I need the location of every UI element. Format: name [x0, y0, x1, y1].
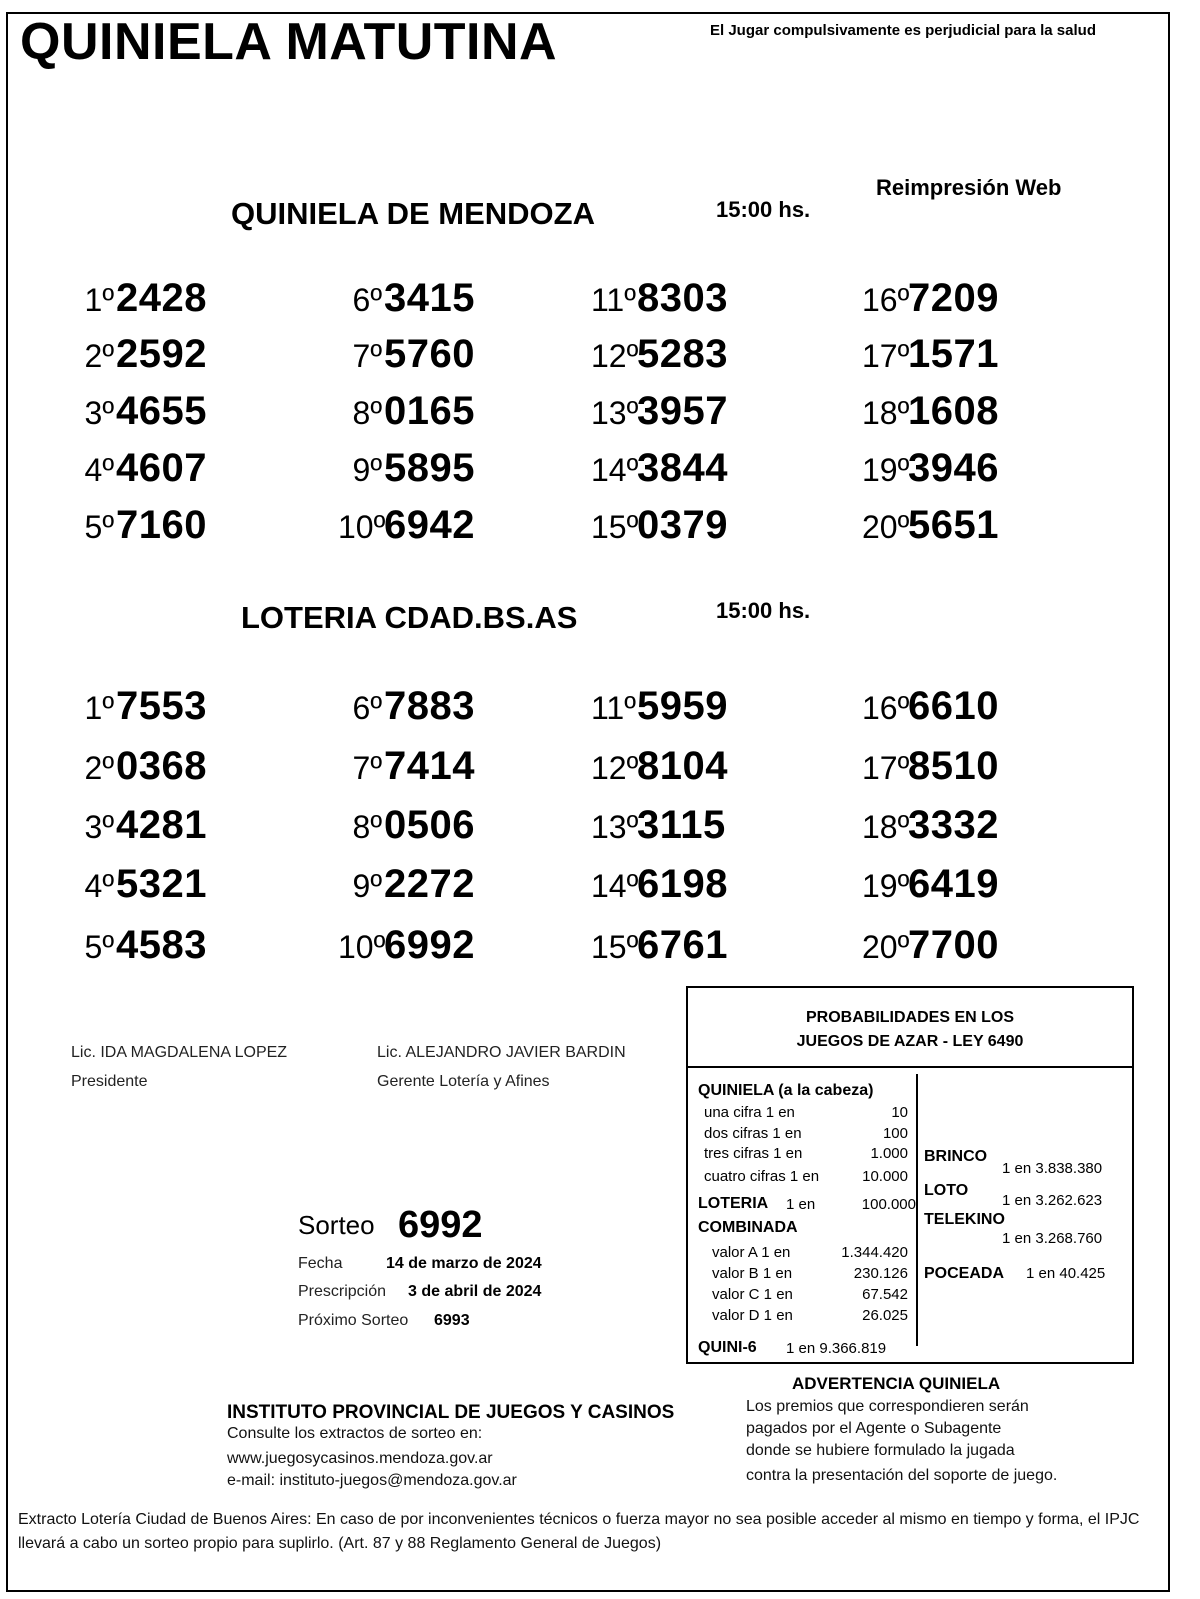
draw-result: [338, 276, 475, 321]
result-number: 4607: [116, 446, 207, 490]
draw-result: [338, 684, 475, 729]
combinada-prob-value: 230.126: [853, 1265, 908, 1282]
result-number: 5321: [116, 862, 207, 906]
result-position: 1º: [84, 690, 114, 726]
telekino-prob-value: 1 en 3.268.760: [1002, 1230, 1103, 1247]
draw-result: [862, 446, 999, 491]
probabilities-title-2: JUEGOS DE AZAR - LEY 6490: [796, 1033, 1024, 1050]
result-number: 6419: [908, 862, 999, 906]
institute-email: e-mail: instituto-juegos@mendoza.gov.ar: [227, 1472, 517, 1489]
result-position: 2º: [84, 750, 114, 786]
draw-result: [70, 684, 207, 729]
reprint-label: Reimpresión Web: [876, 175, 1062, 200]
quiniela-prob-value: 1.000: [870, 1145, 908, 1162]
result-number: 7414: [384, 744, 475, 788]
result-position: 13º: [591, 809, 639, 845]
quini6-prob-label: QUINI-6: [698, 1339, 757, 1356]
result-position: 10º: [338, 509, 386, 545]
result-position: 10º: [338, 929, 386, 965]
result-position: 11º: [591, 282, 636, 318]
draw-result: [591, 862, 728, 907]
result-number: 3115: [637, 803, 726, 847]
result-number: 2428: [116, 276, 207, 320]
result-position: 9º: [352, 868, 382, 904]
draw-result: [591, 332, 728, 377]
draw-result: [862, 684, 999, 729]
draw-result: [591, 744, 728, 789]
result-position: 2º: [84, 338, 114, 374]
draw-result: [591, 276, 728, 321]
poceada-prob-value: 1 en 40.425: [1026, 1265, 1106, 1282]
draw-result: [70, 389, 207, 434]
result-position: 20º: [862, 929, 910, 965]
signature-left-role: Presidente: [71, 1073, 148, 1090]
result-position: 14º: [591, 868, 639, 904]
draw-result: [862, 923, 999, 968]
loteria-prob-en: 1 en: [786, 1196, 816, 1213]
draw-result: [338, 862, 475, 907]
loteria-prob-value: 100.000: [861, 1196, 916, 1213]
result-position: 7º: [352, 750, 382, 786]
result-number: 2272: [384, 862, 475, 906]
draw-1-title: QUINIELA DE MENDOZA: [231, 196, 595, 231]
draw-result: [338, 332, 475, 377]
result-position: 5º: [84, 929, 114, 965]
result-position: 19º: [862, 868, 910, 904]
quiniela-prob-value: 10: [891, 1104, 908, 1121]
combinada-prob-value: 67.542: [862, 1286, 908, 1303]
draw-result: [70, 503, 207, 548]
result-number: 0368: [116, 744, 207, 788]
result-position: 4º: [84, 868, 114, 904]
result-position: 3º: [84, 809, 114, 845]
draw-result: [70, 803, 207, 848]
institute-website: www.juegosycasinos.mendoza.gov.ar: [227, 1450, 493, 1467]
result-position: 9º: [352, 452, 382, 488]
result-number: 0506: [384, 803, 475, 847]
result-position: 18º: [862, 809, 910, 845]
result-position: 17º: [862, 338, 910, 374]
quiniela-prob-label: dos cifras 1 en: [704, 1125, 802, 1142]
result-number: 6610: [908, 684, 999, 728]
result-number: 5959: [637, 684, 728, 728]
poceada-prob-label: POCEADA: [924, 1265, 1005, 1282]
draw-result: [338, 446, 475, 491]
draw-result: [338, 923, 475, 968]
result-number: 7209: [908, 276, 999, 320]
quiniela-prob-label: una cifra 1 en: [704, 1104, 795, 1121]
draw-result: [591, 446, 728, 491]
draw-result: [862, 744, 999, 789]
result-position: 8º: [352, 395, 382, 431]
proximo-sorteo-label: Próximo Sorteo: [298, 1312, 409, 1329]
result-position: 12º: [591, 750, 639, 786]
result-number: 5283: [637, 332, 728, 376]
advertencia-line: contra la presentación del soporte de juego.: [746, 1467, 1058, 1484]
draw-1-time: 15:00 hs.: [716, 197, 811, 222]
result-position: 18º: [862, 395, 910, 431]
probabilities-box: [686, 986, 1134, 1364]
result-number: 6761: [637, 923, 728, 967]
prescripcion-value: 3 de abril de 2024: [408, 1283, 542, 1300]
brinco-prob-label: BRINCO: [924, 1148, 988, 1165]
prescripcion-label: Prescripción: [298, 1283, 387, 1300]
quiniela-prob-label: tres cifras 1 en: [704, 1145, 803, 1162]
result-number: 1608: [908, 389, 999, 433]
draw-result: [862, 276, 999, 321]
result-position: 15º: [591, 509, 639, 545]
fecha-value: 14 de marzo de 2024: [386, 1255, 542, 1272]
result-number: 4655: [116, 389, 207, 433]
draw-result: [338, 389, 475, 434]
result-number: 4281: [116, 803, 207, 847]
draw-result: [591, 923, 728, 968]
draw-2-time: 15:00 hs.: [716, 598, 811, 623]
telekino-prob-label: TELEKINO: [924, 1211, 1005, 1228]
result-position: 16º: [862, 282, 910, 318]
result-number: 7553: [116, 684, 207, 728]
result-number: 3957: [637, 389, 728, 433]
draw-result: [70, 862, 207, 907]
result-number: 0165: [384, 389, 475, 433]
draw-result: [862, 803, 999, 848]
sorteo-number: 6992: [398, 1204, 483, 1246]
result-position: 6º: [352, 282, 382, 318]
result-position: 13º: [591, 395, 639, 431]
result-position: 6º: [352, 690, 382, 726]
result-position: 12º: [591, 338, 639, 374]
quini6-prob-value: 1 en 9.366.819: [786, 1340, 887, 1357]
result-position: 15º: [591, 929, 639, 965]
loto-prob-label: LOTO: [924, 1182, 969, 1199]
probabilities-divider: [916, 1074, 918, 1346]
loteria-prob-label: LOTERIA: [698, 1195, 769, 1212]
result-number: 5651: [908, 503, 999, 547]
result-position: 17º: [862, 750, 910, 786]
result-number: 3844: [637, 446, 728, 490]
fecha-label: Fecha: [298, 1255, 343, 1272]
combinada-prob-label: valor A 1 en: [712, 1244, 791, 1261]
draw-result: [338, 503, 475, 548]
result-number: 3415: [384, 276, 475, 320]
result-number: 6198: [637, 862, 728, 906]
quiniela-prob-title: QUINIELA (a la cabeza): [698, 1082, 874, 1099]
result-number: 7883: [384, 684, 475, 728]
result-number: 8303: [637, 276, 728, 320]
result-number: 3332: [908, 803, 999, 847]
advertencia-line: Los premios que correspondieren serán: [746, 1398, 1029, 1415]
institute-name: INSTITUTO PROVINCIAL DE JUEGOS Y CASINOS: [227, 1402, 675, 1423]
result-number: 8510: [908, 744, 999, 788]
result-position: 4º: [84, 452, 114, 488]
draw-2-title: LOTERIA CDAD.BS.AS: [241, 600, 578, 635]
result-number: 0379: [637, 503, 728, 547]
draw-result: [591, 389, 728, 434]
probabilities-title-1: PROBABILIDADES EN LOS: [805, 1009, 1014, 1026]
proximo-sorteo-value: 6993: [434, 1312, 470, 1329]
result-number: 3946: [908, 446, 999, 490]
draw-result: [862, 332, 999, 377]
result-position: 14º: [591, 452, 639, 488]
advertencia-title: ADVERTENCIA QUINIELA: [792, 1374, 1001, 1393]
draw-result: [591, 684, 728, 729]
result-position: 7º: [352, 338, 382, 374]
result-number: 5895: [384, 446, 475, 490]
draw-result: [70, 446, 207, 491]
page-title: QUINIELA MATUTINA: [20, 13, 558, 71]
draw-result: [862, 862, 999, 907]
advertencia-line: donde se hubiere formulado la jugada: [746, 1442, 1015, 1459]
brinco-prob-value: 1 en 3.838.380: [1002, 1160, 1103, 1177]
result-position: 3º: [84, 395, 114, 431]
result-position: 1º: [84, 282, 114, 318]
combinada-prob-value: 1.344.420: [841, 1244, 908, 1261]
institute-consult: Consulte los extractos de sorteo en:: [227, 1425, 483, 1442]
combinada-prob-label: valor D 1 en: [712, 1307, 793, 1324]
result-position: 19º: [862, 452, 910, 488]
signature-right-role: Gerente Lotería y Afines: [377, 1073, 550, 1090]
result-number: 4583: [116, 923, 207, 967]
draw-result: [338, 803, 475, 848]
draw-result: [862, 389, 999, 434]
loto-prob-value: 1 en 3.262.623: [1002, 1192, 1103, 1209]
result-number: 6992: [384, 923, 475, 967]
result-position: 5º: [84, 509, 114, 545]
signature-left-name: Lic. IDA MAGDALENA LOPEZ: [71, 1044, 288, 1061]
result-position: 11º: [591, 690, 636, 726]
combinada-prob-label: valor C 1 en: [712, 1286, 793, 1303]
quiniela-prob-value: 10.000: [862, 1168, 908, 1185]
footer-note: Extracto Lotería Ciudad de Buenos Aires: En caso de por inconvenientes técnicos o fuerza mayor no sea posible acceder al mismo en tiempo y forma, el IPJC llevará a cabo un sorteo propio para suplirlo. (Art. 87 y 88 Reglamento General de Juegos): [18, 1511, 1140, 1552]
result-number: 1571: [908, 332, 999, 376]
result-number: 6942: [384, 503, 475, 547]
combinada-prob-label: valor B 1 en: [712, 1265, 793, 1282]
result-number: 5760: [384, 332, 475, 376]
draw-result: [70, 276, 207, 321]
result-number: 2592: [116, 332, 207, 376]
draw-result: [70, 744, 207, 789]
advertencia-line: pagados por el Agente o Subagente: [746, 1420, 1002, 1437]
draw-result: [338, 744, 475, 789]
result-position: 8º: [352, 809, 382, 845]
combinada-prob-value: 26.025: [862, 1307, 908, 1324]
draw-result: [70, 332, 207, 377]
draw-result: [591, 803, 726, 848]
sorteo-label: Sorteo: [298, 1210, 375, 1240]
result-number: 7160: [116, 503, 207, 547]
signature-right-name: Lic. ALEJANDRO JAVIER BARDIN: [377, 1044, 626, 1061]
result-position: 20º: [862, 509, 910, 545]
quiniela-prob-label: cuatro cifras 1 en: [704, 1168, 820, 1185]
quiniela-prob-value: 100: [882, 1125, 908, 1142]
draw-result: [862, 503, 999, 548]
probabilities-header: [688, 988, 1132, 1068]
draw-result: [591, 503, 728, 548]
combinada-prob-title: COMBINADA: [698, 1219, 798, 1236]
health-warning: El Jugar compulsivamente es perjudicial para la salud: [710, 22, 1096, 39]
draw-result: [70, 923, 207, 968]
result-position: 16º: [862, 690, 910, 726]
result-number: 8104: [637, 744, 728, 788]
result-number: 7700: [908, 923, 999, 967]
